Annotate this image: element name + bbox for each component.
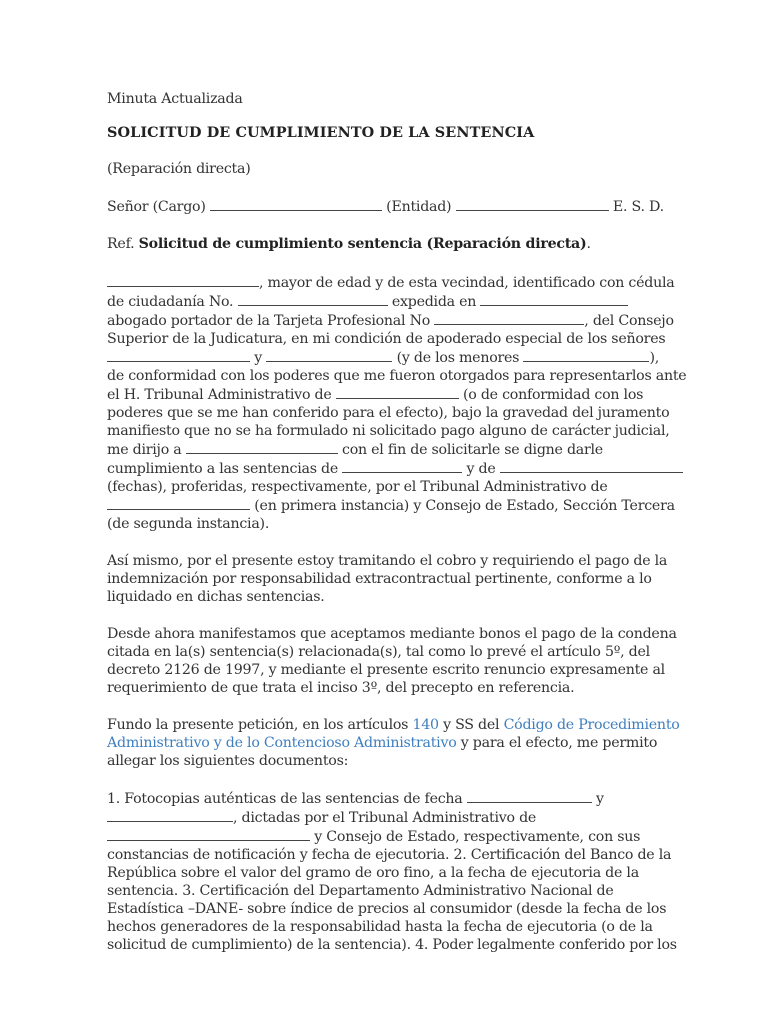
address-senor: Señor (Cargo) bbox=[107, 199, 206, 215]
line-text: , mayor de edad y de esta vecindad, identificado con cédula bbox=[259, 275, 675, 291]
line-text: expedida en bbox=[391, 294, 477, 310]
document-label: Minuta Actualizada bbox=[107, 91, 243, 107]
paragraph-line bbox=[107, 808, 667, 827]
paragraph-line: manifiesto que no se ha formulado ni solicitado pago alguno de carácter judicial, bbox=[107, 423, 670, 439]
link-codigo-procedimiento-cont[interactable]: Administrativo y de lo Contencioso Administrativo bbox=[107, 735, 457, 751]
blank-field-dirijo bbox=[186, 440, 338, 454]
line-text: cumplimiento a las sentencias de bbox=[107, 461, 338, 477]
paragraph-line bbox=[107, 789, 667, 808]
paragraph-line: sentencia. 3. Certificación del Departamento Administrativo Nacional de bbox=[107, 883, 614, 899]
blank-field-expedida bbox=[480, 292, 628, 306]
blank-field-senor1 bbox=[107, 348, 250, 362]
reference-prefix: Ref. bbox=[107, 236, 135, 252]
address-entidad: (Entidad) bbox=[386, 199, 452, 215]
line-text: y bbox=[596, 791, 604, 807]
paragraph-line: citada en la(s) sentencia(s) relacionada(s), tal como lo prevé el artículo 5º, del bbox=[107, 644, 650, 660]
line-text: , dictadas por el Tribunal Administrativo de bbox=[233, 810, 537, 826]
blank-field-fecha2 bbox=[107, 808, 233, 822]
blank-field-tribunal2 bbox=[107, 496, 250, 510]
paragraph-cobro bbox=[107, 552, 667, 606]
blank-field-fecha1 bbox=[467, 789, 592, 803]
paragraph-line: poderes que se me han conferido para el efecto), bajo la gravedad del juramento bbox=[107, 405, 670, 421]
blank-field-sentencia1 bbox=[342, 459, 462, 473]
paragraph-line: liquidado en dichas sentencias. bbox=[107, 589, 325, 605]
paragraph-line bbox=[107, 292, 667, 311]
document-subtitle: (Reparación directa) bbox=[107, 161, 251, 177]
paragraph-line bbox=[107, 827, 667, 846]
paragraph-line: decreto 2126 de 1997, y mediante el presente escrito renuncio expresamente al bbox=[107, 662, 665, 678]
blank-field-tribunal bbox=[336, 385, 459, 399]
line-text: Fundo la presente petición, en los artículos bbox=[107, 717, 409, 733]
line-text: (o de conformidad con los bbox=[463, 387, 644, 403]
paragraph-fundamento bbox=[107, 716, 680, 770]
line-text: (en primera instancia) y Consejo de Estado, Sección Tercera bbox=[254, 498, 675, 514]
reference-line bbox=[107, 235, 667, 253]
line-text: y para el efecto, me permito bbox=[460, 735, 658, 751]
line-text: y de bbox=[466, 461, 496, 477]
paragraph-line bbox=[107, 496, 675, 515]
paragraph-line: (de segunda instancia). bbox=[107, 516, 270, 532]
line-text: y Consejo de Estado, respectivamente, con sus bbox=[314, 829, 641, 845]
paragraph-line bbox=[107, 734, 667, 752]
paragraph-intro bbox=[107, 273, 687, 533]
link-codigo-procedimiento[interactable]: Código de Procedimiento bbox=[503, 717, 680, 733]
paragraph-line bbox=[107, 459, 667, 478]
blank-field-cargo bbox=[210, 197, 382, 211]
line-text: con el fin de solicitarle se digne darle bbox=[342, 442, 603, 458]
paragraph-line bbox=[107, 716, 680, 734]
document-title: SOLICITUD DE CUMPLIMIENTO DE LA SENTENCIA bbox=[107, 124, 535, 141]
paragraph-line bbox=[107, 273, 675, 292]
paragraph-line bbox=[107, 348, 667, 367]
line-text: y bbox=[254, 350, 263, 366]
paragraph-bonos bbox=[107, 625, 677, 697]
paragraph-line: hechos generadores de la responsabilidad hasta la fecha de ejecutoria (o de la bbox=[107, 919, 653, 935]
blank-field-tribunal3 bbox=[107, 827, 310, 841]
paragraph-line: (fechas), proferidas, respectivamente, por el Tribunal Administrativo de bbox=[107, 479, 608, 495]
line-text: y SS del bbox=[443, 717, 500, 733]
address-esd: E. S. D. bbox=[612, 199, 664, 215]
document-page bbox=[107, 90, 687, 973]
paragraph-line: de conformidad con los poderes que me fueron otorgados para representarlos ante bbox=[107, 368, 687, 384]
paragraph-documentos bbox=[107, 789, 677, 954]
paragraph-line: requerimiento de que trata el inciso 3º, del precepto en referencia. bbox=[107, 680, 575, 696]
link-articulo-140[interactable]: 140 bbox=[412, 717, 439, 733]
blank-field-senor2 bbox=[266, 348, 392, 362]
line-text: abogado portador de la Tarjeta Profesional No bbox=[107, 313, 431, 329]
paragraph-line: Desde ahora manifestamos que aceptamos mediante bonos el pago de la condena bbox=[107, 626, 677, 642]
paragraph-line: constancias de notificación y fecha de ejecutoria. 2. Certificación del Banco de la bbox=[107, 847, 672, 863]
blank-field-cedula bbox=[238, 292, 388, 306]
line-text: (y de los menores bbox=[396, 350, 520, 366]
reference-suffix: . bbox=[586, 236, 591, 252]
paragraph-line: República sobre el valor del gramo de oro fino, a la fecha de ejecutoria de la bbox=[107, 865, 639, 881]
blank-field-menores bbox=[523, 348, 649, 362]
paragraph-line bbox=[107, 385, 667, 404]
blank-field-sentencia2 bbox=[500, 459, 683, 473]
line-text: 1. Fotocopias auténticas de las sentencias de fecha bbox=[107, 791, 463, 807]
line-text: , del Consejo bbox=[584, 313, 674, 329]
paragraph-line: solicitud de cumplimiento) de la sentencia). 4. Poder legalmente conferido por los bbox=[107, 937, 677, 953]
reference-text: Solicitud de cumplimiento sentencia (Reparación directa) bbox=[138, 236, 587, 252]
line-text: de ciudadanía No. bbox=[107, 294, 234, 310]
line-text: el H. Tribunal Administrativo de bbox=[107, 387, 332, 403]
paragraph-line: Superior de la Judicatura, en mi condición de apoderado especial de los señores bbox=[107, 331, 666, 347]
line-text: me dirijo a bbox=[107, 442, 182, 458]
paragraph-line: allegar los siguientes documentos: bbox=[107, 753, 349, 769]
paragraph-line bbox=[107, 311, 674, 330]
paragraph-line: Estadística –DANE- sobre índice de precios al consumidor (desde la fecha de los bbox=[107, 901, 667, 917]
paragraph-line: Así mismo, por el presente estoy tramitando el cobro y requiriendo el pago de la bbox=[107, 553, 668, 569]
blank-field-tarjeta bbox=[434, 311, 584, 325]
paragraph-line bbox=[107, 440, 667, 459]
paragraph-line: indemnización por responsabilidad extracontractual pertinente, conforme a lo bbox=[107, 571, 652, 587]
blank-field-entidad bbox=[456, 197, 609, 211]
address-line bbox=[107, 197, 667, 216]
line-text: ), bbox=[649, 350, 660, 366]
blank-field-name bbox=[107, 273, 259, 287]
